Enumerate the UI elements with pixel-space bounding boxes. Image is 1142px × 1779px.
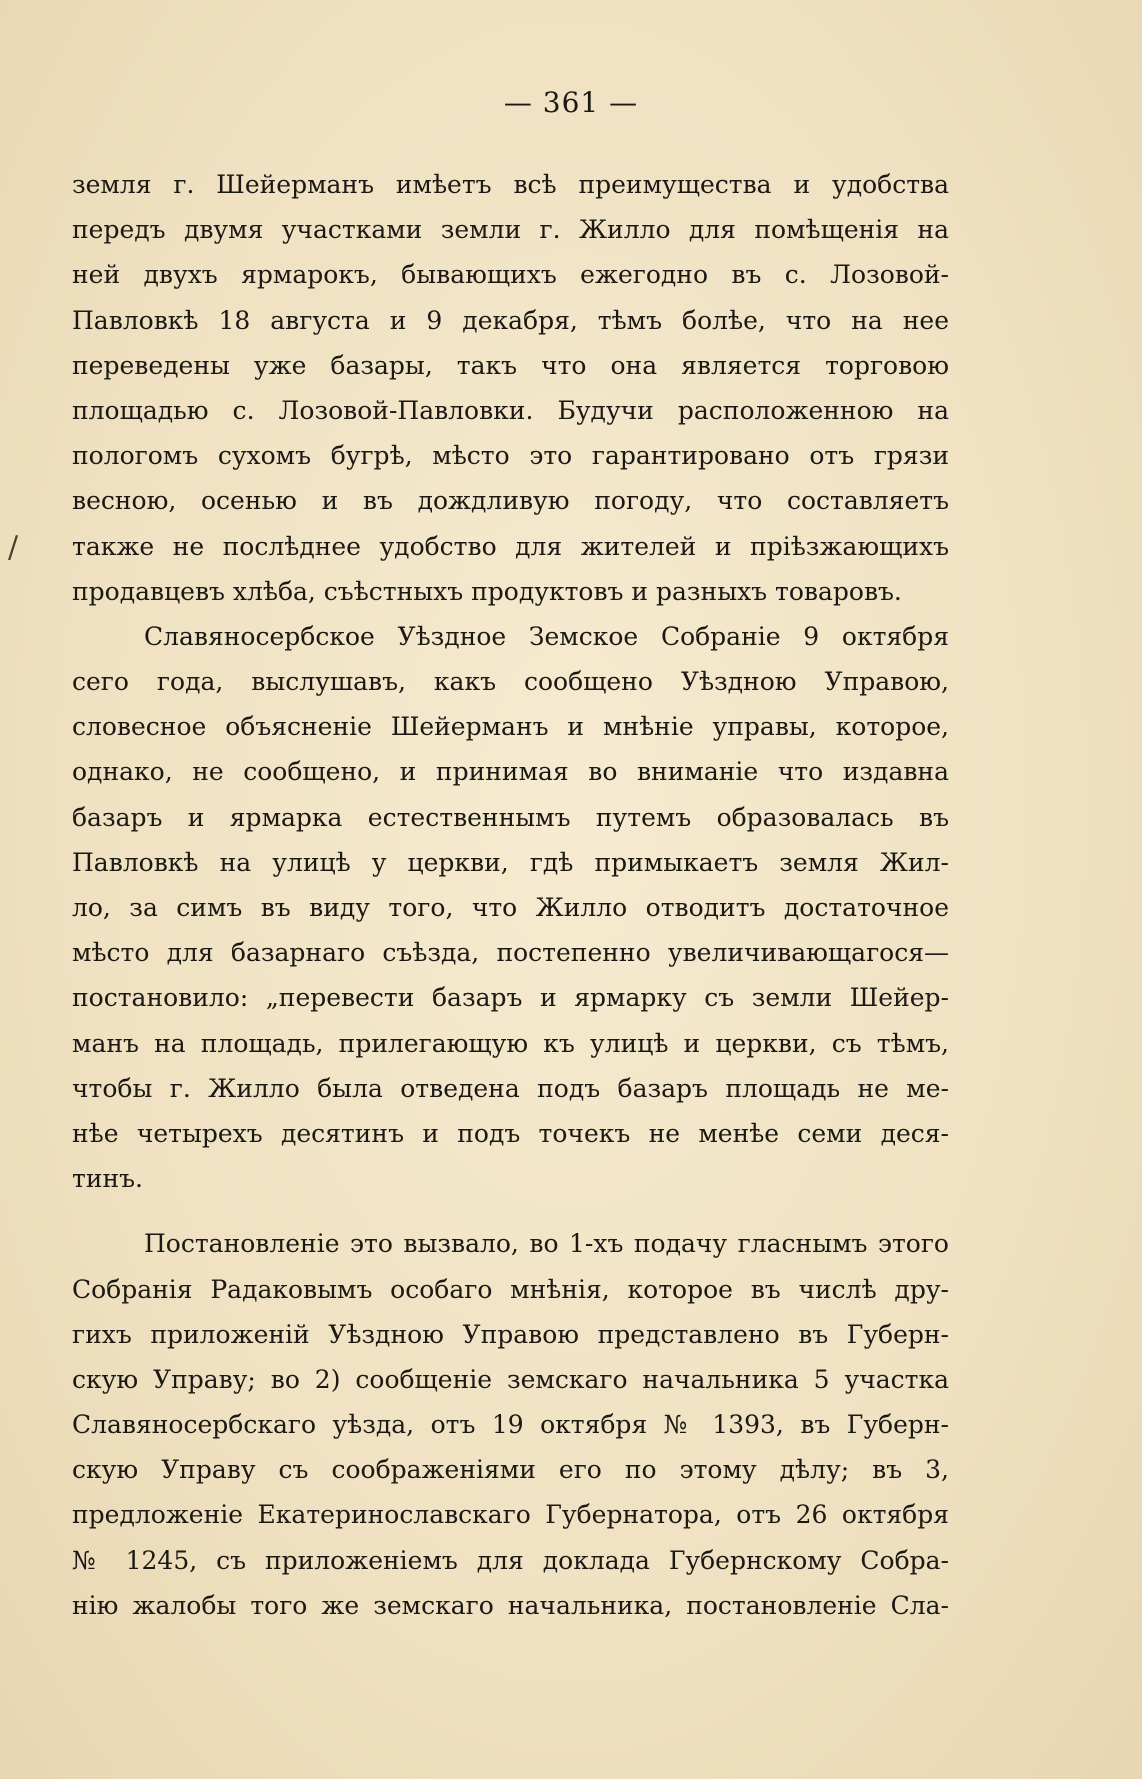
- text-line: базаръ и ярмарка естественнымъ путемъ образовалась въ: [72, 802, 949, 832]
- text-line: весною, осенью и въ дождливую погоду, что составляетъ: [72, 486, 949, 516]
- text-line: тинъ.: [72, 1164, 144, 1194]
- text-line: мѣсто для базарнаго съѣзда, постепенно увеличивающагося—: [72, 938, 949, 968]
- text-line: пологомъ сухомъ бугрѣ, мѣсто это гарантировано отъ грязи: [72, 441, 949, 471]
- text-line: № 1245, съ приложеніемъ для доклада Губернскому Собра-: [72, 1545, 949, 1575]
- text-line: Славяносербскаго уѣзда, отъ 19 октября № 1393, въ Губерн-: [72, 1410, 949, 1440]
- text-line: Павловкѣ на улицѣ у церкви, гдѣ примыкаетъ земля Жил-: [72, 847, 949, 877]
- text-line: Славяносербское Уѣздное Земское Собраніе 9 октября: [144, 621, 949, 651]
- text-line: ней двухъ ярмарокъ, бывающихъ ежегодно въ с. Лозовой-: [72, 260, 949, 290]
- text-line: Павловкѣ 18 августа и 9 декабря, тѣмъ болѣе, что на нее: [72, 305, 949, 335]
- text-line: нію жалобы того же земскаго начальника, постановленіе Сла-: [72, 1590, 949, 1620]
- text-line: чтобы г. Жилло была отведена подъ базаръ площадь не ме-: [72, 1073, 949, 1103]
- text-line: постановило: „перевести базаръ и ярмарку съ земли Шейер-: [72, 983, 949, 1013]
- text-line: переведены уже базары, такъ что она является торговою: [72, 350, 949, 380]
- paragraph-gap: [72, 1201, 949, 1221]
- text-line: площадью с. Лозовой-Павловки. Будучи расположенною на: [72, 395, 949, 425]
- text-line: сего года, выслушавъ, какъ сообщено Уѣздною Управою,: [72, 667, 949, 697]
- text-line: земля г. Шейерманъ имѣетъ всѣ преимущества и удобства: [72, 170, 949, 199]
- text-line: однако, не сообщено, и принимая во вниманіе что издавна: [72, 757, 949, 787]
- paragraph-1: [72, 162, 949, 614]
- text-line: Постановленіе это вызвало, во 1-хъ подачу гласнымъ этого: [144, 1229, 949, 1259]
- text-line: ло, за симъ въ виду того, что Жилло отводитъ достаточное: [72, 893, 949, 922]
- paragraph-2: [72, 614, 949, 1201]
- page-number: — 361 —: [503, 86, 639, 119]
- text-line: также не послѣднее удобство для жителей и пріѣзжающихъ: [72, 531, 949, 561]
- body-text: [72, 162, 949, 1628]
- text-line: предложеніе Екатеринославскаго Губернатора, отъ 26 октября: [72, 1500, 949, 1530]
- text-line: Собранія Радаковымъ особаго мнѣнія, которое въ числѣ дру-: [72, 1274, 949, 1304]
- text-line: передъ двумя участками земли г. Жилло для помѣщенія на: [72, 215, 949, 245]
- text-line: скую Управу; во 2) сообщеніе земскаго начальника 5 участка: [72, 1364, 949, 1394]
- text-line: продавцевъ хлѣба, съѣстныхъ продуктовъ и разныхъ товаровъ.: [72, 576, 902, 606]
- text-line: гихъ приложеній Уѣздною Управою представлено въ Губерн-: [72, 1319, 949, 1349]
- margin-pencil-mark: /: [8, 530, 19, 565]
- text-line: словесное объясненіе Шейерманъ и мнѣніе управы, которое,: [72, 712, 949, 742]
- text-line: скую Управу съ соображеніями его по этому дѣлу; въ 3,: [72, 1455, 949, 1485]
- text-line: нѣе четырехъ десятинъ и подъ точекъ не менѣе семи деся-: [72, 1118, 949, 1148]
- text-line: манъ на площадь, прилегающую къ улицѣ и церкви, съ тѣмъ,: [72, 1028, 949, 1058]
- paragraph-3: [72, 1221, 949, 1628]
